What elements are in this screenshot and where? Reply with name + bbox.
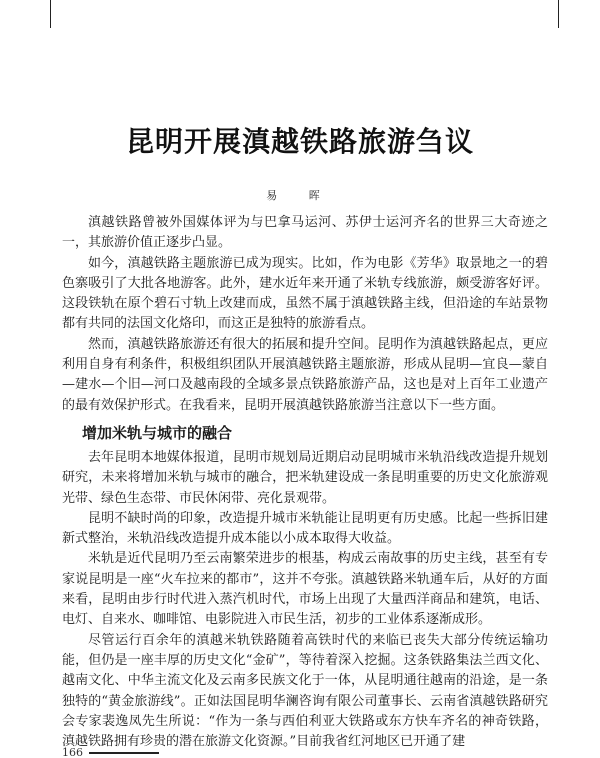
section-heading: 增加米轨与城市的融合: [82, 423, 233, 442]
crop-mark-left: [50, 0, 51, 28]
paragraph: 如今，滇越铁路主题旅游已成为现实。比如，作为电影《芳华》取景地之一的碧色寨吸引了大批各地游客。此外，建水近年来开通了米轨专线旅游，颇受游客好评。这段铁轨在原个碧石寸轨上改建而成，虽然不属于滇越铁路主线，但沿途的车站景物都有共同的法国文化烙印，而这正是独特的旅游看点。: [62, 255, 548, 332]
article-body: [62, 213, 548, 752]
page-number: 166: [62, 746, 83, 758]
paragraph: 然而，滇越铁路旅游还有很大的拓展和提升空间。昆明作为滇越铁路起点，更应利用自身有利条件，积极组织团队开展滇越铁路主题旅游，形成从昆明—宜良—蒙自—建水—个旧—河口及越南段的全域多景点铁路旅游产品，这也是对上百年工业遗产的最有效保护形式。在我看来，昆明开展滇越铁路旅游当注意以下一些方面。: [62, 336, 548, 413]
footer-rule: [89, 752, 159, 754]
paragraph: 尽管运行百余年的滇越米轨铁路随着高铁时代的来临已丧失大部分传统运输功能，但仍是一座丰厚的历史文化“金矿”，等待着深入挖掘。这条铁路集法兰西文化、越南文化、中华主流文化及云南多民族文化于一体，从昆明通往越南的沿途，是一条独特的“黄金旅游线”。正如法国昆明华澜咨询有限公司董事长、云南省滇越铁路研究会专家裴逸凤先生所说：“作为一条与西伯利亚大铁路或东方快车齐名的神奇铁路，滇越铁路拥有珍贵的潜在旅游文化资源。”目前我省红河地区已开通了建: [62, 632, 548, 750]
paragraph: 米轨是近代昆明乃至云南繁荣进步的根基，构成云南故事的历史主线，甚至有专家说昆明是一座“火车拉来的都市”，这并不夸张。滇越铁路米轨通车后，从好的方面来看，昆明由步行时代进入蒸汽机时代，市场上出现了大量西洋商品和建筑，电话、电灯、自来水、咖啡馆、电影院进入市民生活，初步的工业体系逐渐成形。: [62, 551, 548, 628]
paragraph: 去年昆明本地媒体报道，昆明市规划局近期启动昆明城市米轨沿线改造提升规划研究，未来将增加米轨与城市的融合，把米轨建设成一条昆明重要的历史文化旅游观光带、绿色生态带、市民休闲带、亮化景观带。: [62, 449, 548, 506]
paragraph: 昆明不缺时尚的印象，改造提升城市米轨能让昆明更有历史感。比起一些拆旧建新式整治，米轨沿线改造提升成本能以小成本取得大收益。: [62, 510, 548, 547]
crop-mark-right: [558, 0, 559, 28]
author-name: 易 晖: [266, 189, 334, 202]
paragraph: 滇越铁路曾被外国媒体评为与巴拿马运河、苏伊士运河齐名的世界三大奇迹之一，其旅游价值正逐步凸显。: [62, 215, 548, 251]
article-title: 昆明开展滇越铁路旅游刍议: [125, 125, 474, 158]
page-footer: [62, 746, 548, 758]
